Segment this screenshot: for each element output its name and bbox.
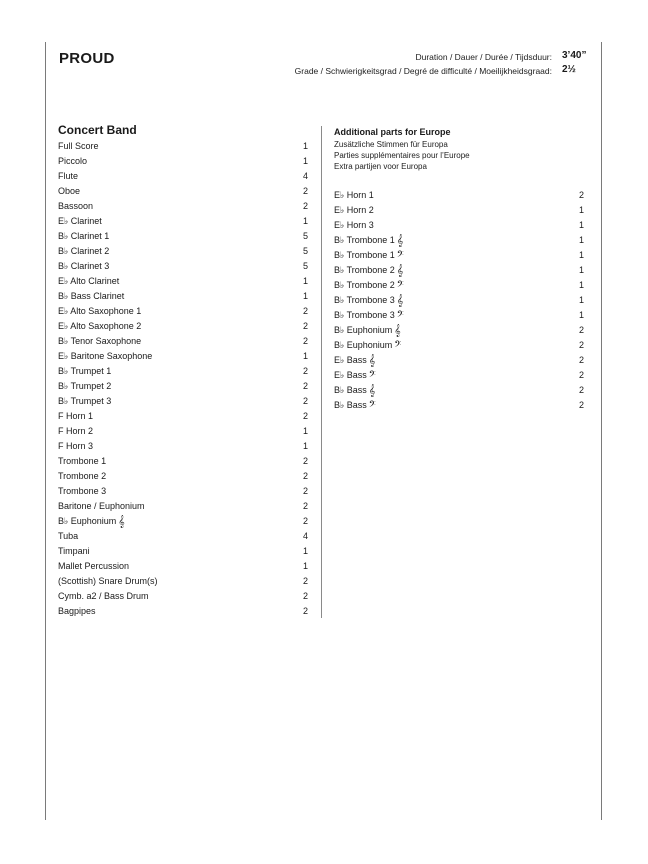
part-name: Trombone 2	[58, 471, 107, 481]
part-row	[58, 589, 308, 604]
part-quantity: 2	[578, 400, 584, 410]
part-name: Trombone 1	[58, 456, 107, 466]
part-quantity: 1	[578, 250, 584, 260]
part-row	[334, 323, 584, 338]
part-quantity: 1	[302, 546, 308, 556]
part-quantity: 1	[302, 156, 308, 166]
part-quantity: 2	[578, 340, 584, 350]
part-row	[334, 293, 584, 308]
europe-parts-list	[334, 188, 584, 413]
part-row	[334, 383, 584, 398]
part-row	[58, 259, 308, 274]
bass-clef-icon: 𝄢	[396, 279, 404, 292]
part-row	[58, 169, 308, 184]
part-quantity: 2	[302, 366, 308, 376]
part-row	[58, 409, 308, 424]
part-name: Timpani	[58, 546, 90, 556]
part-quantity: 2	[578, 355, 584, 365]
part-row	[58, 304, 308, 319]
part-row	[334, 398, 584, 413]
part-quantity: 1	[302, 291, 308, 301]
part-quantity: 1	[578, 310, 584, 320]
part-quantity: 2	[302, 501, 308, 511]
part-name: B♭ Trombone 1	[334, 235, 395, 245]
part-name: B♭ Trombone 3	[334, 310, 395, 320]
part-quantity: 2	[302, 456, 308, 466]
part-quantity: 2	[302, 321, 308, 331]
part-row	[58, 394, 308, 409]
part-row	[334, 278, 584, 293]
part-name: B♭ Trombone 3	[334, 295, 395, 305]
part-row	[334, 308, 584, 323]
part-name: E♭ Horn 2	[334, 205, 374, 215]
part-quantity: 2	[578, 385, 584, 395]
part-name: Bagpipes	[58, 606, 96, 616]
part-name: E♭ Baritone Saxophone	[58, 351, 153, 361]
part-quantity: 1	[302, 426, 308, 436]
part-name: E♭ Bass	[334, 355, 367, 365]
part-quantity: 1	[578, 280, 584, 290]
europe-subheading-de: Zusätzliche Stimmen für Europa	[334, 140, 448, 149]
bass-clef-icon: 𝄢	[396, 309, 404, 322]
part-name: Bassoon	[58, 201, 94, 211]
part-name: E♭ Bass	[334, 370, 367, 380]
part-name: B♭ Trombone 2	[334, 280, 395, 290]
part-name: B♭ Trumpet 2	[58, 381, 112, 391]
part-name: F Horn 1	[58, 411, 94, 421]
part-name: B♭ Bass Clarinet	[58, 291, 125, 301]
part-quantity: 1	[578, 220, 584, 230]
part-name: E♭ Horn 3	[334, 220, 374, 230]
europe-parts-heading: Additional parts for Europe	[334, 127, 451, 137]
part-quantity: 1	[578, 265, 584, 275]
part-quantity: 2	[302, 201, 308, 211]
part-row	[58, 469, 308, 484]
column-divider	[321, 126, 322, 618]
part-name: Trombone 3	[58, 486, 107, 496]
part-row	[58, 604, 308, 619]
part-quantity: 4	[302, 171, 308, 181]
part-row	[334, 353, 584, 368]
part-row	[334, 338, 584, 353]
part-name: F Horn 2	[58, 426, 94, 436]
part-row	[58, 379, 308, 394]
part-quantity: 2	[302, 606, 308, 616]
part-quantity: 1	[578, 295, 584, 305]
part-row	[334, 233, 584, 248]
part-name: B♭ Euphonium	[334, 325, 393, 335]
bass-clef-icon: 𝄢	[368, 369, 376, 382]
part-name: B♭ Trumpet 1	[58, 366, 112, 376]
duration-label: Duration / Dauer / Durée / Tijdsduur:	[415, 52, 552, 62]
part-row	[58, 364, 308, 379]
part-row	[58, 229, 308, 244]
part-name: B♭ Bass	[334, 385, 367, 395]
part-name: B♭ Euphonium	[334, 340, 393, 350]
part-name: E♭ Alto Clarinet	[58, 276, 120, 286]
part-row	[58, 244, 308, 259]
part-name: B♭ Trombone 2	[334, 265, 395, 275]
part-quantity: 2	[302, 591, 308, 601]
part-quantity: 2	[302, 336, 308, 346]
right-border-rule	[601, 42, 602, 820]
part-name: B♭ Clarinet 1	[58, 231, 110, 241]
part-row	[58, 199, 308, 214]
part-name: E♭ Alto Saxophone 2	[58, 321, 142, 331]
part-name: Baritone / Euphonium	[58, 501, 145, 511]
part-row	[58, 289, 308, 304]
part-row	[58, 139, 308, 154]
bass-clef-icon: 𝄢	[394, 339, 402, 352]
duration-value: 3’40”	[562, 50, 587, 61]
part-quantity: 1	[302, 351, 308, 361]
treble-clef-icon: 𝄞	[368, 384, 376, 397]
part-name: Oboe	[58, 186, 81, 196]
part-row	[58, 574, 308, 589]
part-row	[58, 484, 308, 499]
part-quantity: 1	[302, 141, 308, 151]
part-row	[58, 319, 308, 334]
part-name: B♭ Trombone 1	[334, 250, 395, 260]
part-row	[58, 334, 308, 349]
part-name: (Scottish) Snare Drum(s)	[58, 576, 158, 586]
left-border-rule	[45, 42, 46, 820]
part-quantity: 2	[302, 306, 308, 316]
part-quantity: 1	[302, 561, 308, 571]
part-row	[334, 188, 584, 203]
part-name: Tuba	[58, 531, 79, 541]
bass-clef-icon: 𝄢	[396, 249, 404, 262]
europe-subheading-fr: Parties supplémentaires pour l’Europe	[334, 151, 470, 160]
part-row	[58, 349, 308, 364]
treble-clef-icon: 𝄞	[396, 234, 404, 247]
treble-clef-icon: 𝄞	[368, 354, 376, 367]
part-quantity: 1	[578, 205, 584, 215]
europe-subheading-nl: Extra partijen voor Europa	[334, 162, 427, 171]
part-quantity: 2	[302, 516, 308, 526]
part-name: B♭ Trumpet 3	[58, 396, 112, 406]
part-name: F Horn 3	[58, 441, 94, 451]
part-name: Cymb. a2 / Bass Drum	[58, 591, 149, 601]
part-quantity: 5	[302, 231, 308, 241]
part-row	[58, 454, 308, 469]
part-row	[58, 514, 308, 529]
part-row	[58, 154, 308, 169]
part-quantity: 2	[302, 411, 308, 421]
part-row	[58, 274, 308, 289]
part-name: B♭ Euphonium	[58, 516, 117, 526]
treble-clef-icon: 𝄞	[118, 515, 125, 528]
part-quantity: 5	[302, 261, 308, 271]
part-row	[334, 263, 584, 278]
part-row	[334, 203, 584, 218]
part-row	[334, 248, 584, 263]
part-quantity: 2	[302, 471, 308, 481]
concert-band-heading: Concert Band	[58, 123, 137, 137]
part-name: Flute	[58, 171, 79, 181]
part-name: Mallet Percussion	[58, 561, 130, 571]
part-row	[334, 368, 584, 383]
part-name: B♭ Clarinet 3	[58, 261, 110, 271]
part-quantity: 2	[302, 381, 308, 391]
part-row	[58, 559, 308, 574]
part-row	[58, 499, 308, 514]
part-row	[58, 439, 308, 454]
part-quantity: 1	[578, 235, 584, 245]
treble-clef-icon: 𝄞	[396, 264, 404, 277]
grade-value: 2½	[562, 64, 576, 75]
part-quantity: 2	[578, 190, 584, 200]
grade-label: Grade / Schwierigkeitsgrad / Degré de difficulté / Moeilijkheidsgraad:	[294, 66, 552, 76]
part-name: E♭ Alto Saxophone 1	[58, 306, 142, 316]
bass-clef-icon: 𝄢	[368, 399, 376, 412]
part-row	[58, 184, 308, 199]
concert-band-parts-list	[58, 139, 308, 619]
part-quantity: 1	[302, 216, 308, 226]
part-name: B♭ Clarinet 2	[58, 246, 110, 256]
part-quantity: 2	[302, 486, 308, 496]
part-row	[58, 424, 308, 439]
part-row	[58, 529, 308, 544]
part-quantity: 2	[302, 576, 308, 586]
part-name: E♭ Horn 1	[334, 190, 374, 200]
piece-title: PROUD	[59, 50, 115, 67]
part-row	[334, 218, 584, 233]
part-name: B♭ Bass	[334, 400, 367, 410]
part-row	[58, 544, 308, 559]
part-quantity: 5	[302, 246, 308, 256]
part-name: Piccolo	[58, 156, 88, 166]
part-quantity: 4	[302, 531, 308, 541]
part-name: Full Score	[58, 141, 99, 151]
part-quantity: 1	[302, 276, 308, 286]
part-quantity: 1	[302, 441, 308, 451]
part-row	[58, 214, 308, 229]
part-name: E♭ Clarinet	[58, 216, 102, 226]
part-quantity: 2	[578, 325, 584, 335]
treble-clef-icon: 𝄞	[396, 294, 404, 307]
part-quantity: 2	[578, 370, 584, 380]
part-quantity: 2	[302, 186, 308, 196]
treble-clef-icon: 𝄞	[394, 324, 401, 337]
part-quantity: 2	[302, 396, 308, 406]
part-name: B♭ Tenor Saxophone	[58, 336, 142, 346]
